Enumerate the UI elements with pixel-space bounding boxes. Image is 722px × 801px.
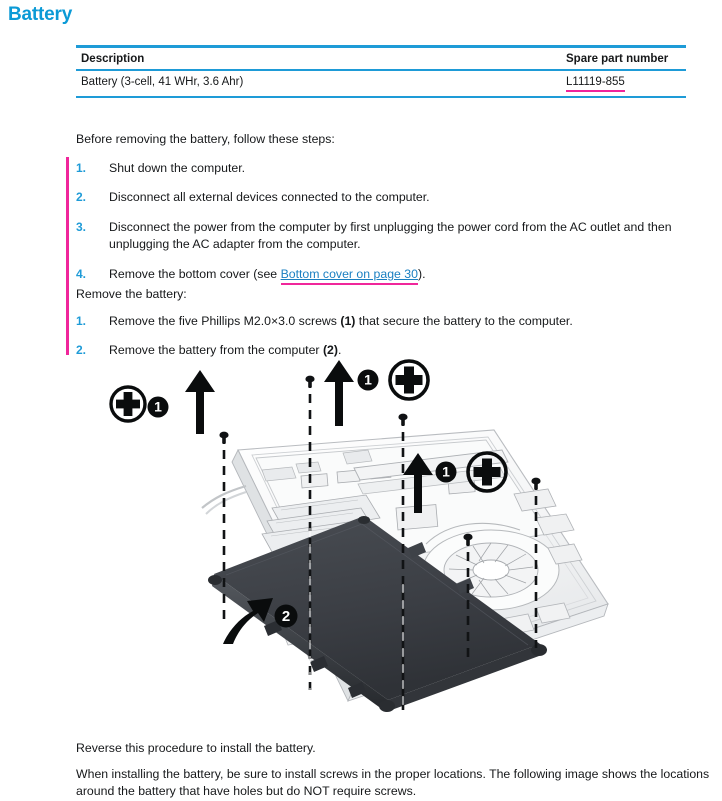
step-text: [109, 266, 710, 285]
step-number: 2.: [76, 343, 87, 358]
callout-badge-2-label: 2: [281, 608, 291, 625]
step-text-part-b: .: [337, 343, 342, 358]
install-screws-note: When installing the battery, be sure to install screws in the proper locations. The following image shows the locations around the battery that have holes but do NOT require screws.: [76, 767, 710, 799]
callout-badge-1-label: 1: [154, 398, 162, 415]
callout-badge-1: [358, 370, 379, 391]
link-bottom-cover[interactable]: Bottom cover on page 30: [280, 266, 418, 281]
table-row: [76, 71, 686, 96]
removal-step-list: [76, 313, 710, 360]
callout-badge-2: [275, 605, 298, 628]
step-text: Shut down the computer.: [109, 161, 246, 175]
callout-group-screws-left: [111, 370, 215, 434]
step-number: 2.: [76, 190, 87, 205]
step-text-part-a: Remove the battery from the computer: [109, 343, 323, 358]
step-number: 1.: [76, 314, 87, 328]
spare-part-number-value: L11119-855: [566, 76, 625, 92]
intro-lead-paragraph: Before removing the battery, follow these steps:: [76, 132, 335, 146]
list-item: [76, 219, 710, 254]
callout-reference-2: (2): [322, 343, 338, 358]
step-text: [109, 313, 710, 330]
battery-removal-illustration: [96, 358, 626, 730]
reverse-procedure-note: Reverse this procedure to install the battery.: [76, 741, 316, 755]
lift-arrow-icon: [185, 370, 215, 434]
table-header-row: [76, 48, 686, 69]
step-text: Disconnect the power from the computer by first unplugging the power cord from the AC outlet and then unplugging the AC adapter from the computer.: [109, 219, 672, 252]
callout-group-screws-center: [324, 360, 428, 426]
callout-badge-1: [436, 462, 457, 483]
table-bottom-rule: [76, 96, 686, 98]
callout-badge-1: [148, 397, 169, 418]
lift-arrow-icon: [324, 360, 354, 426]
list-item: [76, 160, 710, 177]
phillips-screw-icon: [390, 361, 428, 399]
pre-removal-step-list: [76, 160, 710, 285]
step-number: 3.: [76, 219, 87, 234]
cell-description: Battery (3-cell, 41 WHr, 3.6 Ahr): [81, 76, 244, 88]
list-item: [76, 313, 710, 330]
step-text: Disconnect all external devices connected to the computer.: [109, 190, 430, 205]
list-item: [76, 266, 710, 285]
phillips-screw-icon: [111, 387, 145, 421]
revision-change-bar: [66, 157, 69, 355]
callout-reference-1: (1): [340, 314, 356, 328]
page-title: Battery: [8, 4, 73, 25]
column-header-spare-part-number: Spare part number: [566, 53, 669, 65]
list-item: [76, 189, 710, 206]
remove-battery-heading: Remove the battery:: [76, 287, 187, 301]
step-text-after-link: ).: [417, 266, 426, 281]
step-text-part-b: that secure the battery to the computer.: [355, 314, 573, 328]
cross-reference-highlight: [281, 266, 418, 285]
phillips-screw-icon: [468, 453, 506, 491]
step-text-before-link: Remove the bottom cover (see: [109, 266, 281, 281]
callout-badge-1-label: 1: [442, 463, 450, 480]
step-number: 1.: [76, 161, 87, 175]
step-text-part-a: Remove the five Phillips M2.0×3.0 screws: [109, 314, 341, 328]
spec-table: [76, 45, 686, 98]
column-header-description: Description: [81, 53, 145, 65]
callout-badge-1-label: 1: [364, 371, 372, 388]
cell-spare-part-number: [566, 76, 686, 92]
step-number: 4.: [76, 266, 87, 281]
